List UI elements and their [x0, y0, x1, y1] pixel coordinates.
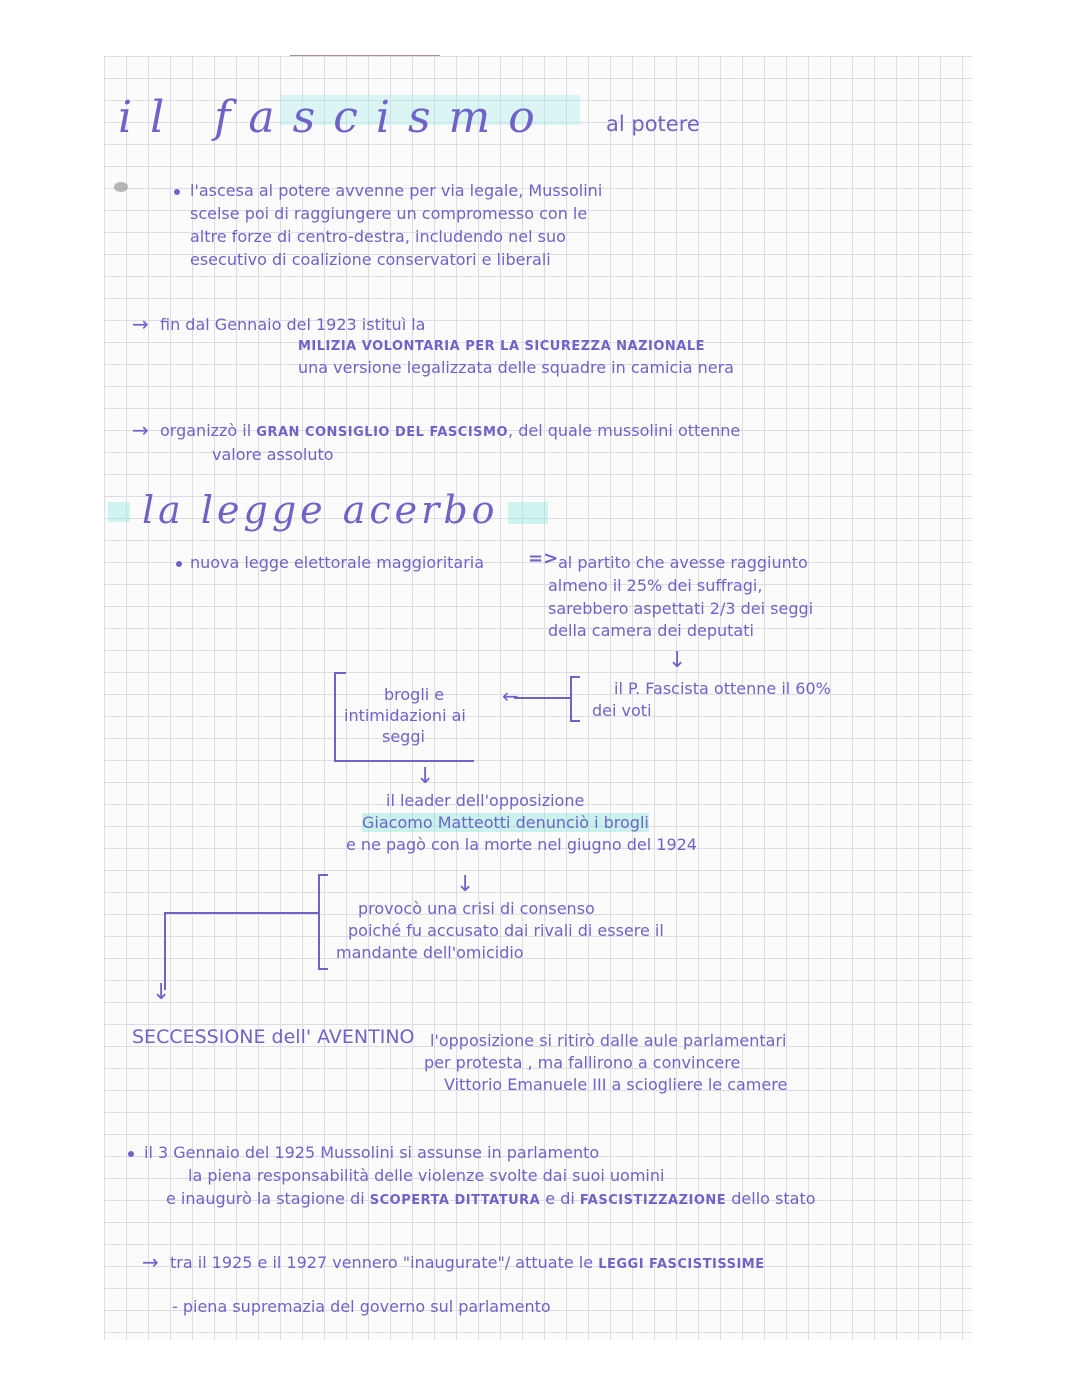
matteotti-line-3: e ne pagò con la morte nel giugno del 1924: [346, 835, 697, 854]
flow-line-vertical: [164, 912, 166, 990]
page-title: il fascismo: [118, 92, 553, 143]
arrow-down-icon: ↓: [456, 872, 475, 897]
hole-punch-mark: [114, 182, 128, 192]
heading-highlight-right: [508, 502, 548, 524]
leggi-fascistissime-line: [170, 1252, 765, 1276]
bracket-left-vertical: [334, 672, 336, 762]
flow-line-horizontal: [164, 912, 318, 914]
fascistizzazione: FASCISTIZZAZIONE: [579, 1193, 727, 1208]
crisi-line-3: mandante dell'omicidio: [336, 943, 524, 962]
leggi-fascistissime: LEGGI FASCISTISSIME: [598, 1257, 765, 1272]
line3-post: dello stato: [731, 1189, 816, 1208]
bracket-right-top: [570, 676, 580, 678]
aventino-line-3: Vittorio Emanuele III a sciogliere le camere: [444, 1075, 788, 1094]
line3-mid: e di: [545, 1189, 575, 1208]
gennaio-1925-line-1: il 3 Gennaio del 1925 Mussolini si assunse in parlamento: [144, 1143, 600, 1162]
gennaio-1925-line-3: [166, 1188, 816, 1212]
milizia-name: MILIZIA VOLONTARIA PER LA SICUREZZA NAZIONALE: [298, 339, 706, 354]
arrow-right-icon: →: [132, 418, 149, 442]
bracket-left-bottom: [334, 760, 474, 762]
bullet-dot: [176, 561, 182, 567]
scoperta-dittatura: SCOPERTA DITTATURA: [369, 1193, 541, 1208]
crisi-line-1: provocò una crisi di consenso: [358, 899, 595, 918]
crisis-bracket-bottom: [318, 968, 328, 970]
crisi-line-2: poiché fu accusato dai rivali di essere il: [348, 921, 664, 940]
premio-line-1: al partito che avesse raggiunto: [558, 553, 808, 572]
result-line-1: il P. Fascista ottenne il 60%: [614, 679, 831, 698]
aventino-line-2: per protesta , ma fallirono a convincere: [424, 1053, 741, 1072]
ascesa-line-2: scelse poi di raggiungere un compromesso con le: [190, 204, 588, 223]
title-suffix: al potere: [606, 112, 700, 136]
arrow-down-icon: ↓: [152, 980, 171, 1005]
implies-arrow: =>: [528, 548, 559, 569]
bullet-dot: [174, 189, 180, 195]
legge-acerbo-heading: la legge acerbo: [142, 488, 499, 532]
gran-consiglio-line-2: valore assoluto: [212, 445, 334, 464]
brogli-line-1: brogli e: [384, 685, 445, 704]
aventino-title: SECCESSIONE dell' AVENTINO: [132, 1026, 415, 1048]
arrow-right-icon: →: [132, 312, 149, 336]
matteotti-line-2: [362, 812, 649, 834]
brogli-line-3: seggi: [382, 727, 425, 746]
milizia-line-1: fin dal Gennaio del 1923 istituì la: [160, 315, 426, 334]
connector-line: [514, 697, 570, 699]
milizia-line-3: una versione legalizzata delle squadre in camicia nera: [298, 358, 734, 377]
premio-line-4: della camera dei deputati: [548, 621, 754, 640]
gennaio-1925-line-2: la piena responsabilità delle violenze svolte dai suoi uomini: [188, 1166, 665, 1185]
gran-consiglio-name: GRAN CONSIGLIO DEL FASCISMO: [256, 425, 509, 440]
matteotti-name: Giacomo Matteotti denunciò i brogli: [362, 813, 649, 832]
arrow-down-icon: ↓: [416, 764, 435, 789]
gran-consiglio-pre: organizzò il: [160, 421, 252, 440]
premio-line-3: sarebbero aspettati 2/3 dei seggi: [548, 599, 814, 618]
legge-elettorale: nuova legge elettorale maggioritaria: [190, 553, 485, 572]
ascesa-line-4: esecutivo di coalizione conservatori e liberali: [190, 250, 551, 269]
ascesa-line-1: l'ascesa al potere avvenne per via legale, Mussolini: [190, 181, 603, 200]
crisis-bracket-top: [318, 874, 328, 876]
aventino-line-1: l'opposizione si ritirò dalle aule parlamentari: [430, 1031, 787, 1050]
bracket-right-bottom: [570, 720, 580, 722]
leggi-pre: tra il 1925 e il 1927 vennero "inaugurate"/ attuate le: [170, 1253, 594, 1272]
heading-highlight-left: [108, 502, 130, 522]
arrow-right-icon: →: [142, 1250, 159, 1274]
ascesa-line-3: altre forze di centro-destra, includendo nel suo: [190, 227, 566, 246]
arrow-down-icon: ↓: [668, 648, 687, 673]
bracket-right-vertical: [570, 676, 572, 722]
supremazia-line: - piena supremazia del governo sul parlamento: [172, 1297, 551, 1316]
matteotti-line-1: il leader dell'opposizione: [386, 791, 585, 810]
gran-consiglio-post: , del quale mussolini ottenne: [508, 421, 741, 440]
gran-consiglio-line: [160, 420, 740, 444]
arrow-left-icon: ←: [502, 684, 519, 708]
line3-pre: e inaugurò la stagione di: [166, 1189, 365, 1208]
premio-line-2: almeno il 25% dei suffragi,: [548, 576, 763, 595]
result-line-2: dei voti: [592, 701, 652, 720]
crisis-bracket: [318, 874, 320, 970]
bullet-dot: [128, 1151, 134, 1157]
bracket-left-top: [334, 672, 346, 674]
brogli-line-2: intimidazioni ai: [344, 706, 466, 725]
